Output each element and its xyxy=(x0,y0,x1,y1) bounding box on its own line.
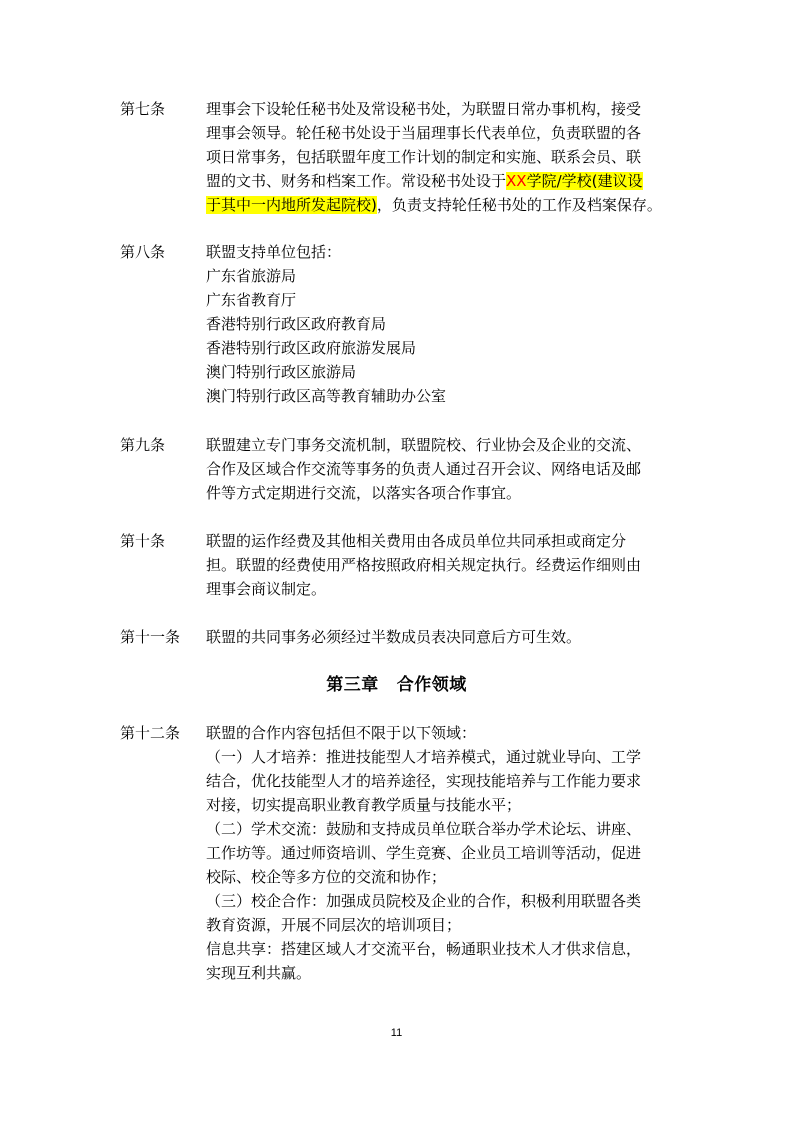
list-item: 澳门特别行政区旅游局 xyxy=(206,363,357,381)
text-line: 联盟的共同事务必须经过半数成员表决同意后方可生效。 xyxy=(206,628,582,646)
text-line: 理事会下设轮任秘书处及常设秘书处，为联盟日常办事机构，接受 xyxy=(206,100,642,118)
text-line xyxy=(206,169,700,193)
text-line: 联盟支持单位包括： xyxy=(206,243,342,261)
list-item: 香港特别行政区政府教育局 xyxy=(206,315,387,333)
article-10 xyxy=(120,529,700,601)
highlighted-placeholder: XX xyxy=(506,172,527,190)
article-body xyxy=(206,240,700,408)
chapter-number: 第三章 xyxy=(326,675,379,695)
text-line: 工作坊等。通过师资培训、学生竞赛、企业员工培训等活动，促进 xyxy=(206,844,642,862)
list-item: 香港特别行政区政府旅游发展局 xyxy=(206,339,417,357)
text-line: （三）校企合作：加强成员院校及企业的合作，积极利用联盟各类 xyxy=(206,892,642,910)
article-number: 第十一条 xyxy=(120,628,181,646)
text-line: 件等方式定期进行交流，以落实各项合作事宜。 xyxy=(206,484,522,502)
article-body xyxy=(206,721,700,985)
list-item: 澳门特别行政区高等教育辅助办公室 xyxy=(206,387,447,405)
text-line: 联盟的运作经费及其他相关费用由各成员单位共同承担或商定分 xyxy=(206,532,627,550)
text-segment: ，负责支持轮任秘书处的工作及档案保存。 xyxy=(376,196,662,214)
article-body xyxy=(206,625,700,649)
text-line: （二）学术交流：鼓励和支持成员单位联合举办学术论坛、讲座、 xyxy=(206,820,642,838)
text-line: 结合，优化技能型人才的培养途径，实现技能培养与工作能力要求 xyxy=(206,772,642,790)
list-item: 广东省教育厅 xyxy=(206,291,297,309)
text-line: 联盟的合作内容包括但不限于以下领域： xyxy=(206,724,477,742)
chapter-heading xyxy=(0,672,793,698)
highlighted-text: 学院/学校(建议设 xyxy=(526,172,643,190)
article-body xyxy=(206,529,700,601)
article-12 xyxy=(120,721,700,985)
text-line: 教育资源，开展不同层次的培训项目； xyxy=(206,916,462,934)
text-line: 理事会领导。轮任秘书处设于当届理事长代表单位，负责联盟的各 xyxy=(206,124,642,142)
text-line: 对接，切实提高职业教育教学质量与技能水平； xyxy=(206,796,522,814)
text-line: 担。联盟的经费使用严格按照政府相关规定执行。经费运作细则由 xyxy=(206,556,642,574)
text-line: （一）人才培养：推进技能型人才培养模式，通过就业导向、工学 xyxy=(206,748,642,766)
article-11 xyxy=(120,625,700,649)
article-number: 第九条 xyxy=(120,436,166,454)
text-line: 项日常事务，包括联盟年度工作计划的制定和实施、联系会员、联 xyxy=(206,148,642,166)
text-segment: 盟的文书、财务和档案工作。常设秘书处设于 xyxy=(206,172,507,190)
article-number: 第八条 xyxy=(120,243,166,261)
article-number: 第十二条 xyxy=(120,724,181,742)
text-line: 信息共享：搭建区域人才交流平台，畅通职业技术人才供求信息， xyxy=(206,940,642,958)
article-body xyxy=(206,433,700,505)
text-line: 合作及区域合作交流等事务的负责人通过召开会议、网络电话及邮 xyxy=(206,460,642,478)
article-7 xyxy=(120,97,700,217)
text-line: 实现互利共赢。 xyxy=(206,964,312,982)
article-9 xyxy=(120,433,700,505)
list-item: 广东省旅游局 xyxy=(206,267,297,285)
text-line: 联盟建立专门事务交流机制，联盟院校、行业协会及企业的交流、 xyxy=(206,436,642,454)
article-8 xyxy=(120,240,700,408)
text-line xyxy=(206,193,700,217)
highlighted-text: 于其中一内地所发起院校) xyxy=(206,196,377,214)
article-body xyxy=(206,97,700,217)
text-line: 校际、校企等多方位的交流和协作； xyxy=(206,868,447,886)
page-number: 11 xyxy=(390,1027,403,1039)
text-line: 理事会商议制定。 xyxy=(206,580,327,598)
chapter-title: 合作领域 xyxy=(396,675,467,695)
article-number: 第十条 xyxy=(120,532,166,550)
article-number: 第七条 xyxy=(120,100,166,118)
